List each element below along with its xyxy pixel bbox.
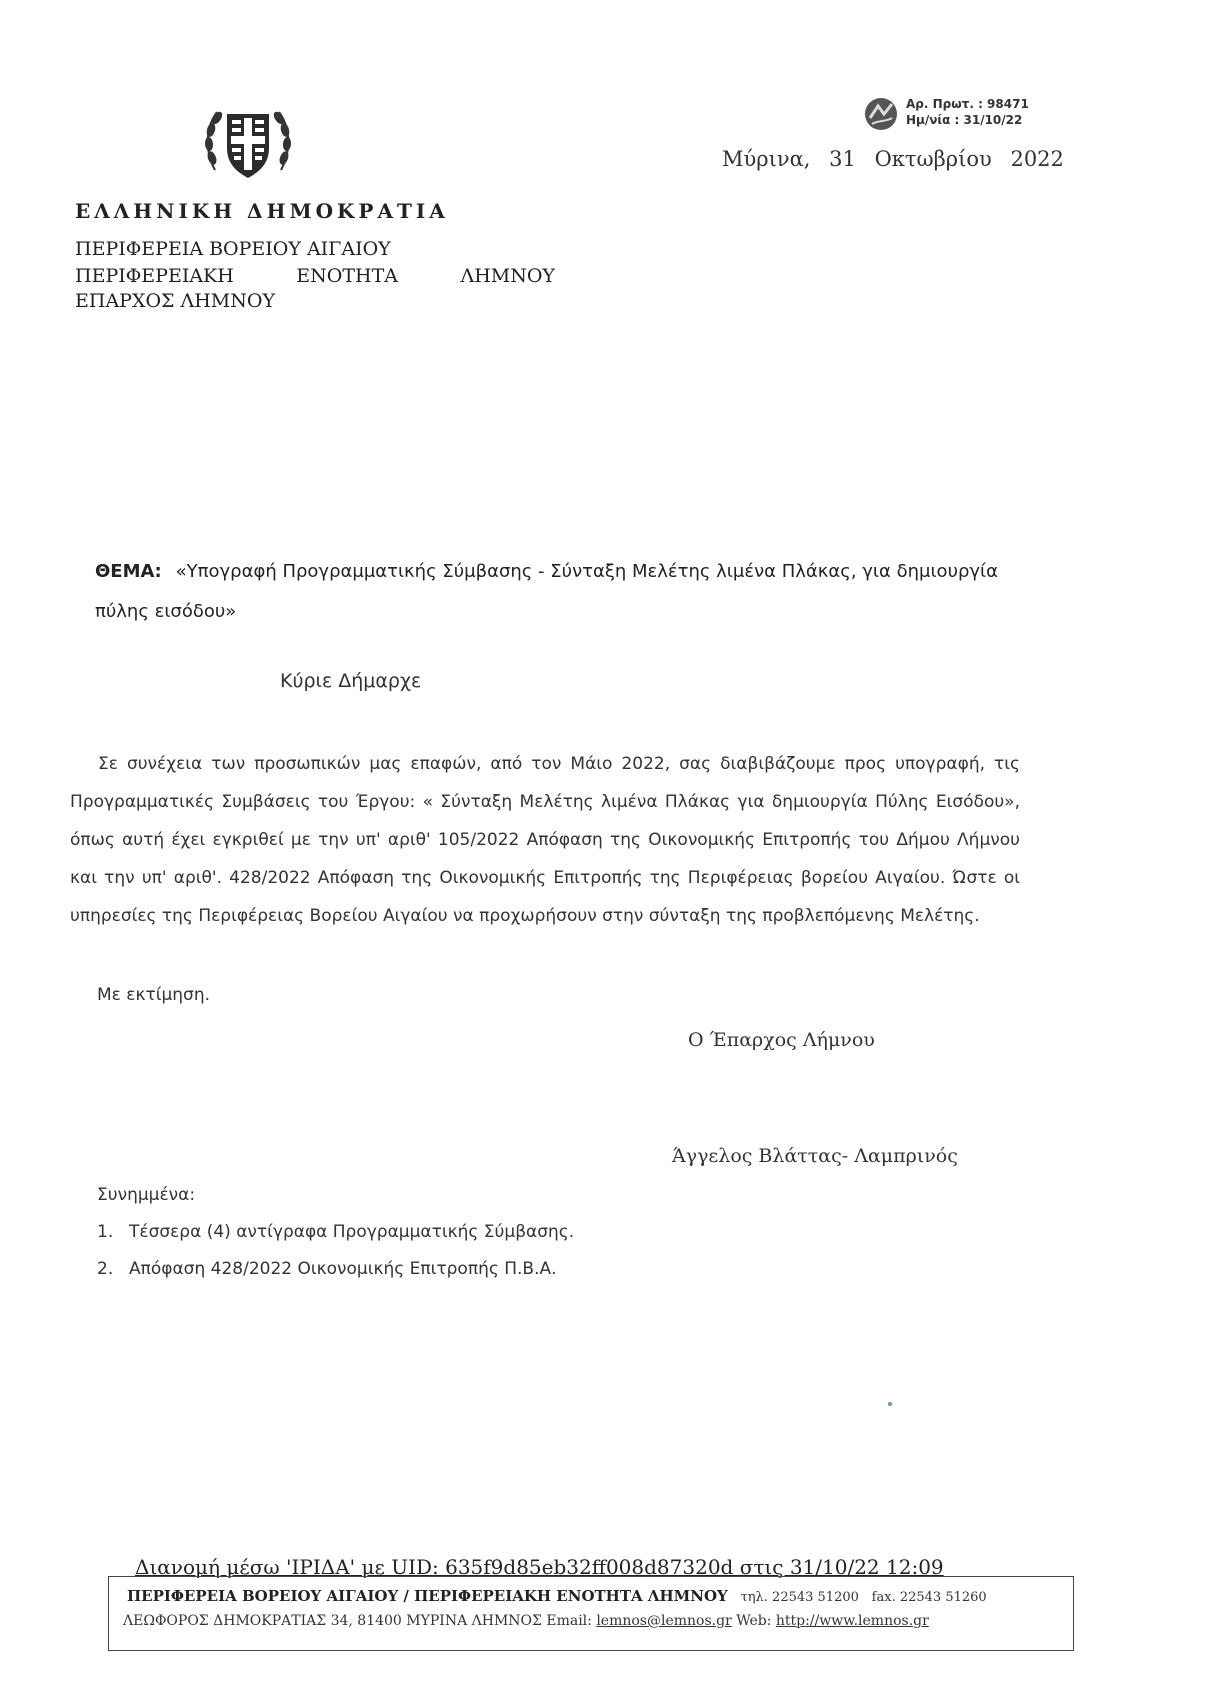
place: Μύρινα,	[722, 147, 811, 171]
attachment-number: 1.	[97, 1222, 114, 1242]
subject-text: «Υπογραφή Προγραμματικής Σύμβασης - Σύνταξη Μελέτης λιμένα Πλάκας, για δημιουργία πύλης εισόδου»	[95, 561, 999, 622]
footer-address: ΛΕΩΦΟΡΟΣ ΔΗΜΟΚΡΑΤΙΑΣ 34, 81400 ΜΥΡΙΝΑ ΛΗΜΝΟΣ	[123, 1613, 542, 1629]
protocol-number: Αρ. Πρωτ. : 98471	[906, 97, 1029, 111]
footer-phone: τηλ. 22543 51200	[740, 1590, 859, 1605]
greek-coat-of-arms-emblem	[203, 100, 293, 184]
protocol-date: Ημ/νία : 31/10/22	[906, 113, 1023, 127]
footer-web-label: Web:	[736, 1613, 772, 1629]
footer-box	[108, 1576, 1074, 1651]
republic-heading: ΕΛΛΗΝΙΚΗ ΔΗΜΟΚΡΑΤΙΑ	[75, 199, 449, 223]
distribution-line: Διανομή μέσω 'ΙΡΙΔΑ' με UID: 635f9d85eb32ff008d87320d στις 31/10/22 12:09	[135, 1555, 944, 1579]
subject-label: ΘΕΜΑ:	[95, 561, 162, 582]
attachment-item	[97, 1259, 557, 1279]
place-date	[722, 147, 1064, 171]
footer-address-line	[123, 1613, 929, 1629]
protocol-stamp	[862, 96, 1032, 132]
footer-email-link[interactable]: lemnos@lemnos.gr	[596, 1613, 732, 1629]
office-name: ΕΠΑΡΧΟΣ ΛΗΜΝΟΥ	[75, 290, 276, 312]
attachments-label: Συνημμένα:	[97, 1185, 196, 1205]
signatory-title: Ο Έπαρχος Λήμνου	[688, 1029, 875, 1051]
attachment-number: 2.	[97, 1259, 114, 1279]
regional-unit-name	[75, 265, 555, 287]
scan-speck	[888, 1402, 892, 1406]
regional-unit-word: ΕΝΟΤΗΤΑ	[296, 265, 399, 287]
footer-fax: fax. 22543 51260	[871, 1590, 987, 1605]
footer-email-label: Email:	[546, 1613, 592, 1629]
region-name: ΠΕΡΙΦΕΡΕΙΑ ΒΟΡΕΙΟΥ ΑΙΓΑΙΟΥ	[75, 238, 391, 260]
footer-web-link[interactable]: http://www.lemnos.gr	[775, 1613, 929, 1629]
signatory-name: Άγγελος Βλάττας- Λαμπρινός	[672, 1145, 958, 1167]
regional-unit-word: ΛΗΜΝΟΥ	[460, 265, 555, 287]
attachment-text: Απόφαση 428/2022 Οικονομικής Επιτροπής Π.Β.Α.	[129, 1259, 557, 1279]
greeting: Κύριε Δήμαρχε	[280, 670, 422, 692]
attachment-item	[97, 1222, 574, 1242]
attachment-text: Τέσσερα (4) αντίγραφα Προγραμματικής Σύμβασης.	[129, 1222, 575, 1242]
letter-date: 31 Οκτωβρίου 2022	[829, 147, 1064, 171]
footer-org-line	[127, 1587, 987, 1605]
regional-unit-word: ΠΕΡΙΦΕΡΕΙΑΚΗ	[75, 265, 234, 287]
stamp-seal-icon	[862, 96, 900, 132]
closing: Με εκτίμηση.	[97, 985, 210, 1005]
footer-org: ΠΕΡΙΦΕΡΕΙΑ ΒΟΡΕΙΟΥ ΑΙΓΑΙΟΥ / ΠΕΡΙΦΕΡΕΙΑΚΗ ΕΝΟΤΗΤΑ ΛΗΜΝΟΥ	[127, 1587, 728, 1605]
letter-body: Σε συνέχεια των προσωπικών μας επαφών, από τον Μάιο 2022, σας διαβιβάζουμε προς υπογραφή, τις Προγραμματικές Συμβάσεις του Έργου: « Σύνταξη Μελέτης λιμένα Πλάκας για δημιουργία Πύλης Εισόδου», όπως αυτή έχει εγκριθεί με την υπ' αριθ' 105/2022 Απόφαση της Οικονομικής Επιτροπής του Δήμου Λήμνου και την υπ' αριθ'. 428/2022 Απόφαση της Οικονομικής Επιτροπής της Περιφέρειας βορείου Αιγαίου. Ώστε οι υπηρεσίες της Περιφέρειας Βορείου Αιγαίου να προχωρήσουν στην σύνταξη της προβλεπόμενης Μελέτης.	[70, 754, 1020, 926]
subject-block	[95, 552, 1021, 632]
